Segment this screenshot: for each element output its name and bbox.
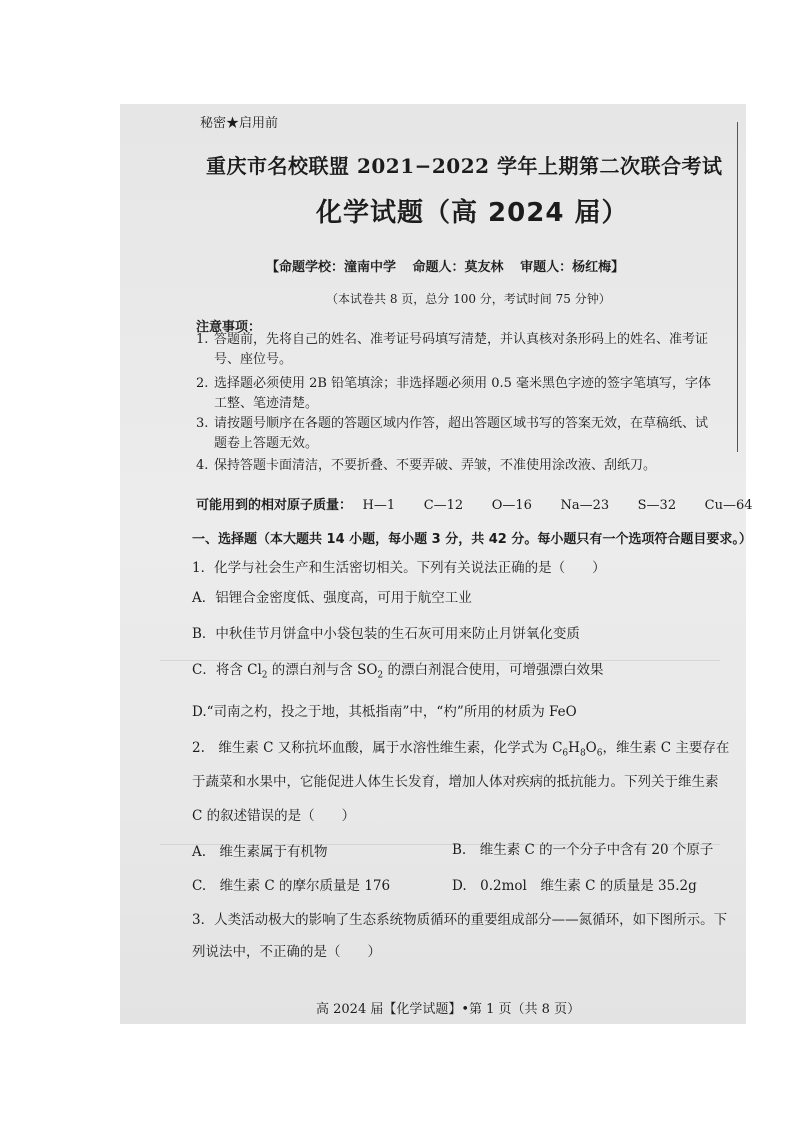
exam-page	[120, 104, 753, 1024]
credit-school: 【命题学校：潼南中学	[266, 260, 397, 275]
question-2-option-c: C. 维生素 C 的摩尔质量是 176	[192, 878, 391, 894]
page-footer: 高 2024 届【化学试题】•第 1 页（共 8 页）	[316, 1002, 581, 1017]
notes-title: 注意事项：	[196, 320, 262, 335]
question-2-line1: 2. 维生素 C 又称抗坏血酸，属于水溶性维生素，化学式为 $C_6H_8O_6$，维生素 C 主要存在	[192, 740, 730, 759]
atom-s: S—32	[637, 498, 677, 513]
question-2-option-a: A. 维生素属于有机物	[192, 844, 328, 860]
exam-subtitle: 化学试题（高 2024 届）	[316, 198, 629, 228]
question-1-option-c: C．将含 $Cl_2$ 的漂白剂与含 $SO_2$ 的漂白剂混合使用，可增强漂白效果	[192, 662, 604, 681]
atom-h: H—1	[362, 498, 396, 513]
atomic-masses: 可能用到的相对原子质量： H—1 C—12 O—16 Na—23 S—32 Cu—64	[196, 498, 753, 513]
question-2-option-b: B. 维生素 C 的一个分子中含有 20 个原子	[452, 842, 714, 858]
atom-na: Na—23	[560, 498, 610, 513]
question-1-option-d: D.“司南之杓，投之于地，其柢指南”中，“杓”所用的材质为 FeO	[192, 704, 577, 720]
question-1-stem: 1．化学与社会生产和生活密切相关。下列有关说法正确的是（ ）	[192, 560, 606, 576]
question-3-line2: 列说法中，不正确的是（ ）	[192, 944, 381, 960]
credit-author: 命题人：莫友林	[412, 260, 504, 275]
question-2-line3: C 的叙述错误的是（ ）	[192, 808, 356, 824]
exam-title: 重庆市名校联盟 2021−2022 学年上期第二次联合考试	[206, 154, 723, 178]
atom-c: C—12	[423, 498, 464, 513]
section-title: 一、选择题（本大题共 14 小题，每小题 3 分，共 42 分。每小题只有一个选项符合题目要求。）	[192, 532, 752, 547]
credit-reviewer: 审题人：杨红梅】	[520, 260, 625, 275]
note-item: 3. 请按题号顺序在各题的答题区域内作答，超出答题区域书写的答案无效，在草稿纸、试 题卷上答题无效。	[196, 416, 709, 451]
question-3-line1: 3．人类活动极大的影响了生态系统物质循环的重要组成部分——氮循环，如下图所示。下	[192, 912, 728, 928]
question-2-option-d: D. 0.2mol 维生素 C 的质量是 35.2g	[452, 878, 697, 894]
question-2-line2: 于蔬菜和水果中，它能促进人体生长发育，增加人体对疾病的抵抗能力。下列关于维生素	[192, 774, 719, 790]
page-info: （本试卷共 8 页，总分 100 分，考试时间 75 分钟）	[326, 292, 611, 306]
note-item: 4. 保持答题卡面清洁，不要折叠、不要弄破、弄皱，不准使用涂改液、刮纸刀。	[196, 458, 657, 473]
note-item: 2. 选择题必须使用 2B 铅笔填涂；非选择题必须用 0.5 毫米黑色字迹的签字笔填写，字体 工整、笔迹清楚。	[196, 376, 712, 411]
atom-cu: Cu—64	[704, 498, 753, 513]
question-1-option-a: A．铝锂合金密度低、强度高，可用于航空工业	[192, 590, 472, 606]
credits	[266, 256, 636, 275]
note-item: 1. 答题前，先将自己的姓名、准考证号码填写清楚，并认真核对条形码上的姓名、准考证 号、座位号。	[196, 332, 709, 367]
question-1-option-b: B．中秋佳节月饼盒中小袋包装的生石灰可用来防止月饼氧化变质	[192, 626, 580, 642]
atom-o: O—16	[491, 498, 532, 513]
exam-photo	[120, 104, 753, 1024]
secret-label: 秘密★启用前	[200, 116, 279, 131]
